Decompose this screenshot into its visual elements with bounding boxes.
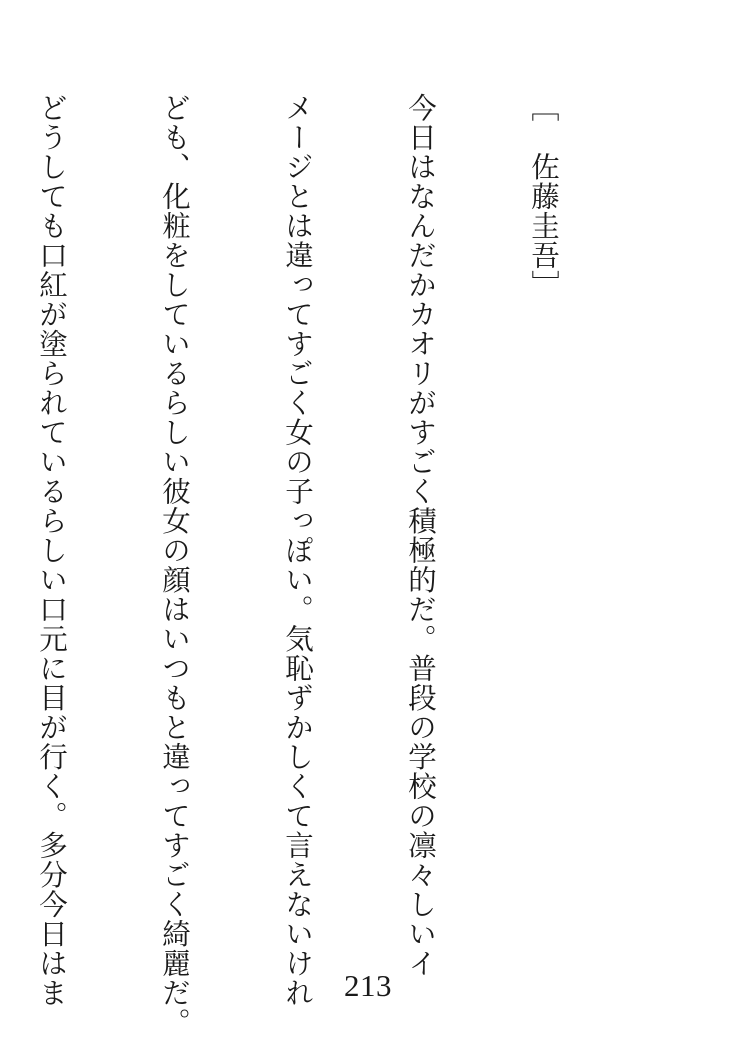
speaker-label: ［ 佐藤圭吾］ xyxy=(527,93,560,300)
text-line: メージとは違ってすごく女の子っぽい。気恥ずかしくて言えないけれ xyxy=(281,93,314,1008)
page-number: 213 xyxy=(344,968,392,1003)
text-line: ども、化粧をしているらしい彼女の顔はいつもと違ってすごく綺麗だ。 xyxy=(158,93,191,1037)
text-line: どうしても口紅が塗られているらしい口元に目が行く。多分今日はま xyxy=(35,93,68,1008)
text-line: 今日はなんだかカオリがすごく積極的だ。普段の学校の凛々しいイ xyxy=(404,93,437,978)
